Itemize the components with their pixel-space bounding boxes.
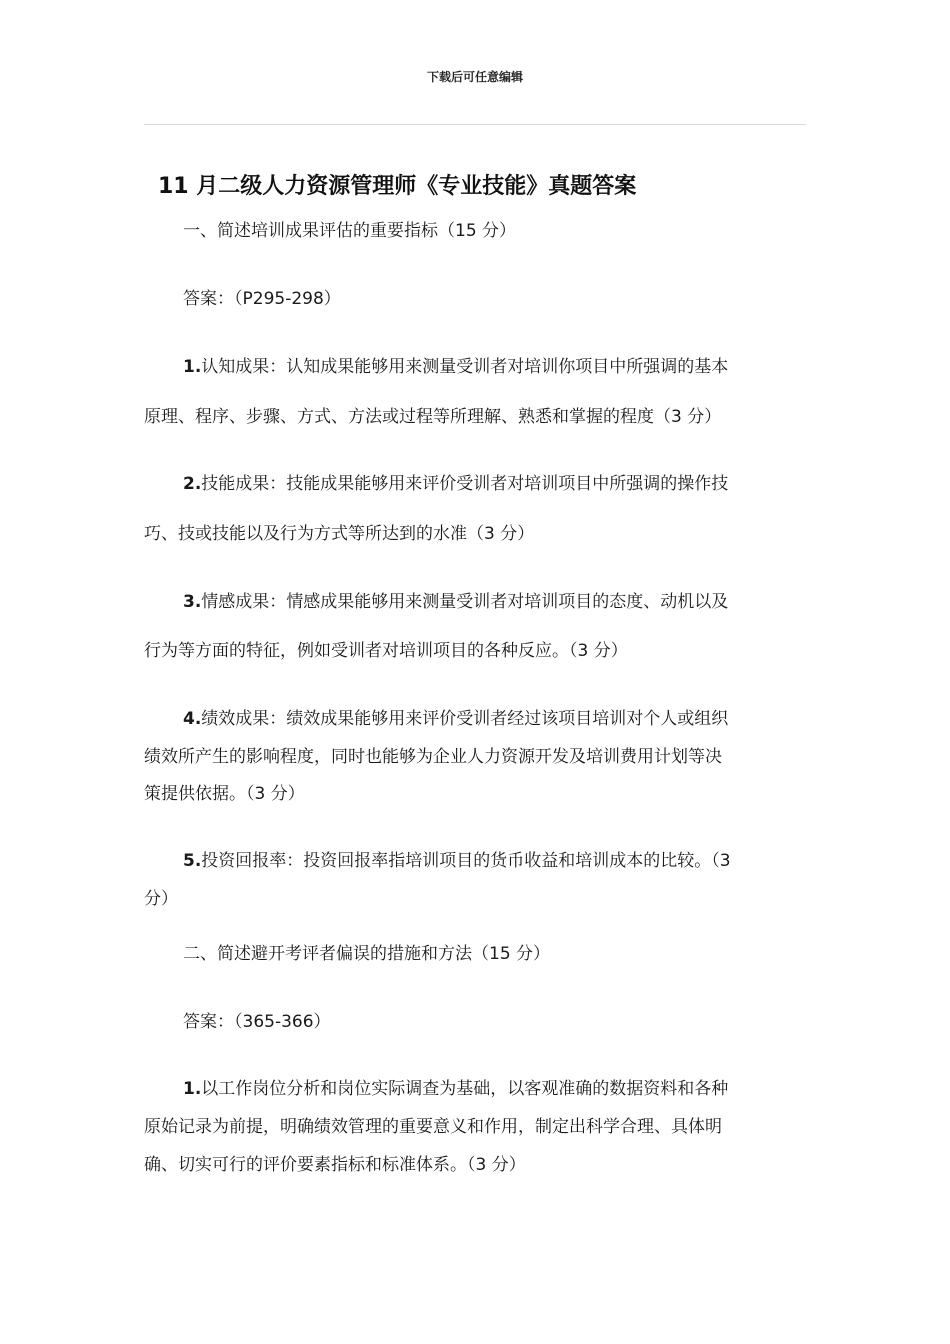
q1-item-1-line-2: 原理、程序、步骤、方式、方法或过程等所理解、熟悉和掌握的程度（3 分） (144, 407, 722, 427)
q2-item-1-line-1 (183, 1077, 809, 1101)
q1-item-4-text: 绩效成果：绩效成果能够用来评价受训者经过该项目培训对个人或组织 (201, 709, 729, 729)
q1-item-2-text: 技能成果：技能成果能够用来评价受训者对培训项目中所强调的操作技 (201, 474, 729, 494)
q1-item-4-line-2: 绩效所产生的影响程度，同时也能够为企业人力资源开发及培训费用计划等决 (144, 747, 722, 767)
q2-item-1-text: 以工作岗位分析和岗位实际调查为基础，以客观准确的数据资料和各种 (201, 1079, 729, 1099)
q1-item-5-text: 投资回报率：投资回报率指培训项目的货币收益和培训成本的比较。（3 (201, 851, 731, 871)
q2-item-1-number: 1. (183, 1079, 202, 1099)
q1-item-2-line-1 (183, 472, 809, 496)
question-1-answer-ref: 答案：（P295-298） (183, 289, 341, 309)
q1-item-3-line-2: 行为等方面的特征，例如受训者对培训项目的各种反应。（3 分） (144, 641, 628, 661)
header-divider (144, 124, 806, 125)
q1-item-1-text: 认知成果：认知成果能够用来测量受训者对培训你项目中所强调的基本 (201, 357, 729, 377)
question-2-heading: 二、简述避开考评者偏误的措施和方法（15 分） (183, 944, 551, 964)
q1-item-4-line-1 (183, 707, 809, 731)
q1-item-4-number: 4. (183, 709, 202, 729)
q2-item-1-line-2: 原始记录为前提，明确绩效管理的重要意义和作用，制定出科学合理、具体明 (144, 1117, 722, 1137)
q1-item-3-number: 3. (183, 592, 202, 612)
q1-item-2-number: 2. (183, 474, 202, 494)
q1-item-1-line-1 (183, 355, 809, 379)
q2-item-1-line-3: 确、切实可行的评价要素指标和标准体系。（3 分） (144, 1155, 526, 1175)
q1-item-2-line-2: 巧、技或技能以及行为方式等所达到的水准（3 分） (144, 524, 535, 544)
q1-item-5-line-2: 分） (144, 889, 178, 909)
document-title: 11 月二级人力资源管理师《专业技能》真题答案 (158, 174, 637, 199)
q1-item-3-line-1 (183, 590, 809, 614)
q1-item-5-number: 5. (183, 851, 202, 871)
q1-item-3-text: 情感成果：情感成果能够用来测量受训者对培训项目的态度、动机以及 (201, 592, 729, 612)
question-2-answer-ref: 答案：（365-366） (183, 1012, 331, 1032)
q1-item-4-line-3: 策提供依据。（3 分） (144, 784, 305, 804)
q1-item-1-number: 1. (183, 357, 202, 377)
question-1-heading: 一、简述培训成果评估的重要指标（15 分） (183, 221, 517, 241)
q1-item-5-line-1 (183, 849, 809, 873)
page-header-note: 下载后可任意编辑 (426, 70, 523, 84)
